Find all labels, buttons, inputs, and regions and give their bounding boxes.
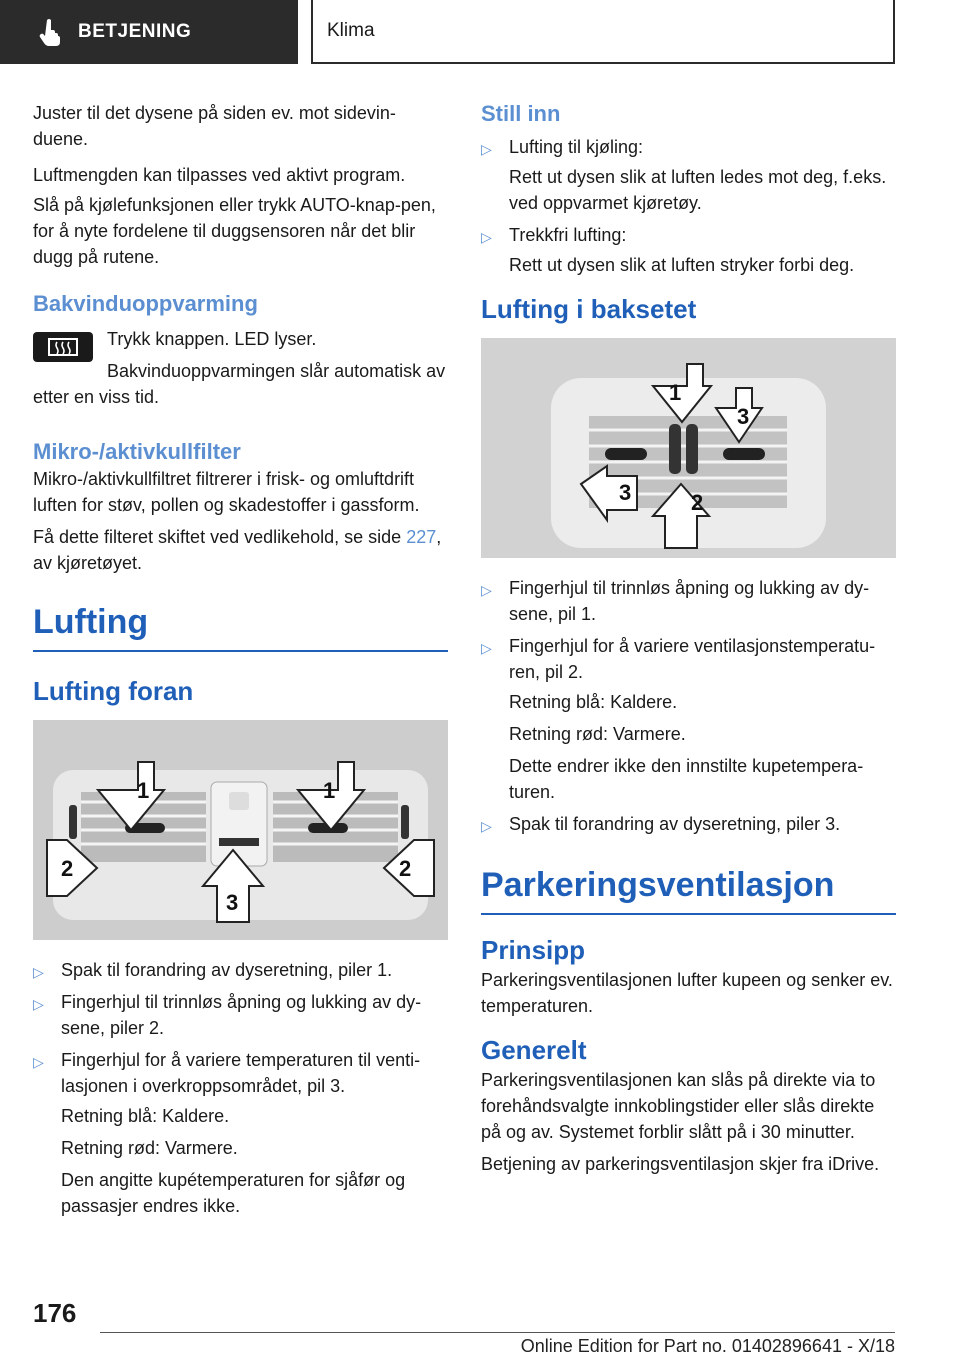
- heading-lufting: Lufting: [33, 600, 448, 652]
- chapter-tab: [311, 0, 895, 64]
- left-column: [33, 100, 448, 1225]
- heading-parkering: Parkeringsventilasjon: [481, 863, 896, 915]
- sub-text: Den angitte kupétemperaturen for sjåfør og passasjer endres ikke.: [61, 1170, 406, 1216]
- triangle-bullet-icon: ▷: [481, 582, 492, 598]
- list-item: ▷ Fingerhjul for å variere ventilasjonstemperatu-ren, pil 2. Retning blå: Kaldere. Retning rød: Varmere. Dette endrer ikke den innstilte kupetempera-turen.: [481, 633, 896, 805]
- front-vent-figure: [33, 720, 448, 940]
- paragraph: Parkeringsventilasjonen lufter kupeen og senker ev. temperaturen.: [481, 970, 893, 1016]
- rear-vent-figure: [481, 338, 896, 558]
- paragraph: [33, 524, 448, 576]
- sub-text: Dette endrer ikke den innstilte kupetempera-turen.: [509, 756, 864, 802]
- paragraph: Bakvinduoppvarmingen slår automatisk av etter en viss tid.: [33, 361, 446, 407]
- front-vent-list: [33, 957, 448, 1219]
- list-item: ▷ Spak til forandring av dyseretning, piler 3.: [481, 811, 896, 837]
- sub-text: Retning rød: Varmere.: [509, 724, 686, 744]
- paragraph: Slå på kjølefunksjonen eller trykk AUTO-knap-pen, for å nyte fordelene til duggsensoren når det blir dugg på rutene.: [33, 195, 436, 267]
- arrow-label: 1: [137, 778, 150, 803]
- triangle-bullet-icon: ▷: [33, 1054, 44, 1070]
- paragraph-text: Få dette filteret skiftet ved vedlikehold, se side: [33, 527, 402, 547]
- triangle-bullet-icon: ▷: [481, 141, 492, 157]
- triangle-bullet-icon: ▷: [481, 818, 492, 834]
- footer-divider: [100, 1332, 895, 1333]
- paragraph: Betjening av parkeringsventilasjon skjer fra iDrive.: [481, 1154, 880, 1174]
- heading-baksetet: Lufting i baksetet: [481, 294, 697, 324]
- chapter-title: Klima: [327, 20, 375, 41]
- sub-text: Retning blå: Kaldere.: [61, 1106, 230, 1126]
- still-list: [481, 134, 896, 278]
- edition-text: Online Edition for Part no. 01402896641 - X/18: [520, 1336, 895, 1356]
- heading-foran: Lufting foran: [33, 676, 194, 706]
- heading-generelt: Generelt: [481, 1035, 587, 1065]
- paragraph: Luftmengden kan tilpasses ved aktivt program.: [33, 165, 406, 185]
- paragraph: Juster til det dysene på siden ev. mot sidevin-duene.: [33, 103, 396, 149]
- paragraph-text: , av kjøretøyet.: [33, 527, 442, 573]
- rear-defrost-icon: [33, 332, 93, 362]
- heading-still: Still inn: [481, 101, 561, 126]
- section-title: BETJENING: [78, 21, 192, 42]
- arrow-label: 3: [619, 480, 632, 505]
- heading-bakvindu: Bakvinduoppvarming: [33, 291, 258, 316]
- defrost-button-block: [33, 326, 448, 410]
- paragraph: Parkeringsventilasjonen kan slås på direkte via to forehåndsvalgte innkoblingstider eller slås direkte på og av. Systemet forblir slått på i 30 minutter.: [481, 1070, 876, 1142]
- triangle-bullet-icon: ▷: [481, 640, 492, 656]
- hand-pointer-icon: [38, 18, 64, 46]
- list-item: ▷ Lufting til kjøling: Rett ut dysen slik at luften ledes mot deg, f.eks. ved oppvarmet kjøretøy.: [481, 134, 896, 216]
- arrow-label: 3: [737, 404, 750, 429]
- arrow-label: 2: [399, 856, 412, 881]
- list-item: ▷ Fingerhjul for å variere temperaturen til venti-lasjonen i overkroppsområdet, pil 3. Retning blå: Kaldere. Retning rød: Varmere. Den angitte kupétemperaturen for sjåfør og passasjer endres ikke.: [33, 1047, 448, 1219]
- triangle-bullet-icon: ▷: [33, 964, 44, 980]
- arrow-label: 3: [226, 890, 239, 915]
- arrow-label: 2: [691, 490, 704, 515]
- arrow-label: 1: [323, 778, 336, 803]
- page-number: 176: [33, 1298, 77, 1328]
- arrow-label: 2: [61, 856, 74, 881]
- list-item: ▷ Trekkfri lufting: Rett ut dysen slik at luften stryker forbi deg.: [481, 222, 896, 278]
- sub-text: Rett ut dysen slik at luften stryker forbi deg.: [509, 255, 855, 275]
- paragraph: Trykk knappen. LED lyser.: [107, 329, 317, 349]
- list-item: ▷ Spak til forandring av dyseretning, piler 1.: [33, 957, 448, 983]
- heading-prinsipp: Prinsipp: [481, 935, 586, 965]
- list-item: ▷ Fingerhjul til trinnløs åpning og lukking av dy-sene, pil 1.: [481, 578, 870, 624]
- sub-text: Retning blå: Kaldere.: [509, 692, 678, 712]
- rear-vent-list: [481, 575, 896, 837]
- list-item: ▷ Fingerhjul til trinnløs åpning og lukking av dy-sene, piler 2.: [33, 992, 422, 1038]
- arrow-label: 1: [669, 380, 682, 405]
- paragraph: Mikro-/aktivkullfiltret filtrerer i frisk- og omluftdrift luften for støv, pollen og skadestoffer i gassform.: [33, 469, 420, 515]
- triangle-bullet-icon: ▷: [481, 229, 492, 245]
- sub-text: Retning rød: Varmere.: [61, 1138, 238, 1158]
- page-link[interactable]: 227: [406, 527, 437, 547]
- section-tab: [0, 0, 298, 64]
- heading-filter: Mikro-/aktivkullfilter: [33, 439, 241, 464]
- right-column: [481, 100, 896, 1187]
- sub-text: Rett ut dysen slik at luften ledes mot deg, f.eks. ved oppvarmet kjøretøy.: [509, 167, 887, 213]
- triangle-bullet-icon: ▷: [33, 996, 44, 1012]
